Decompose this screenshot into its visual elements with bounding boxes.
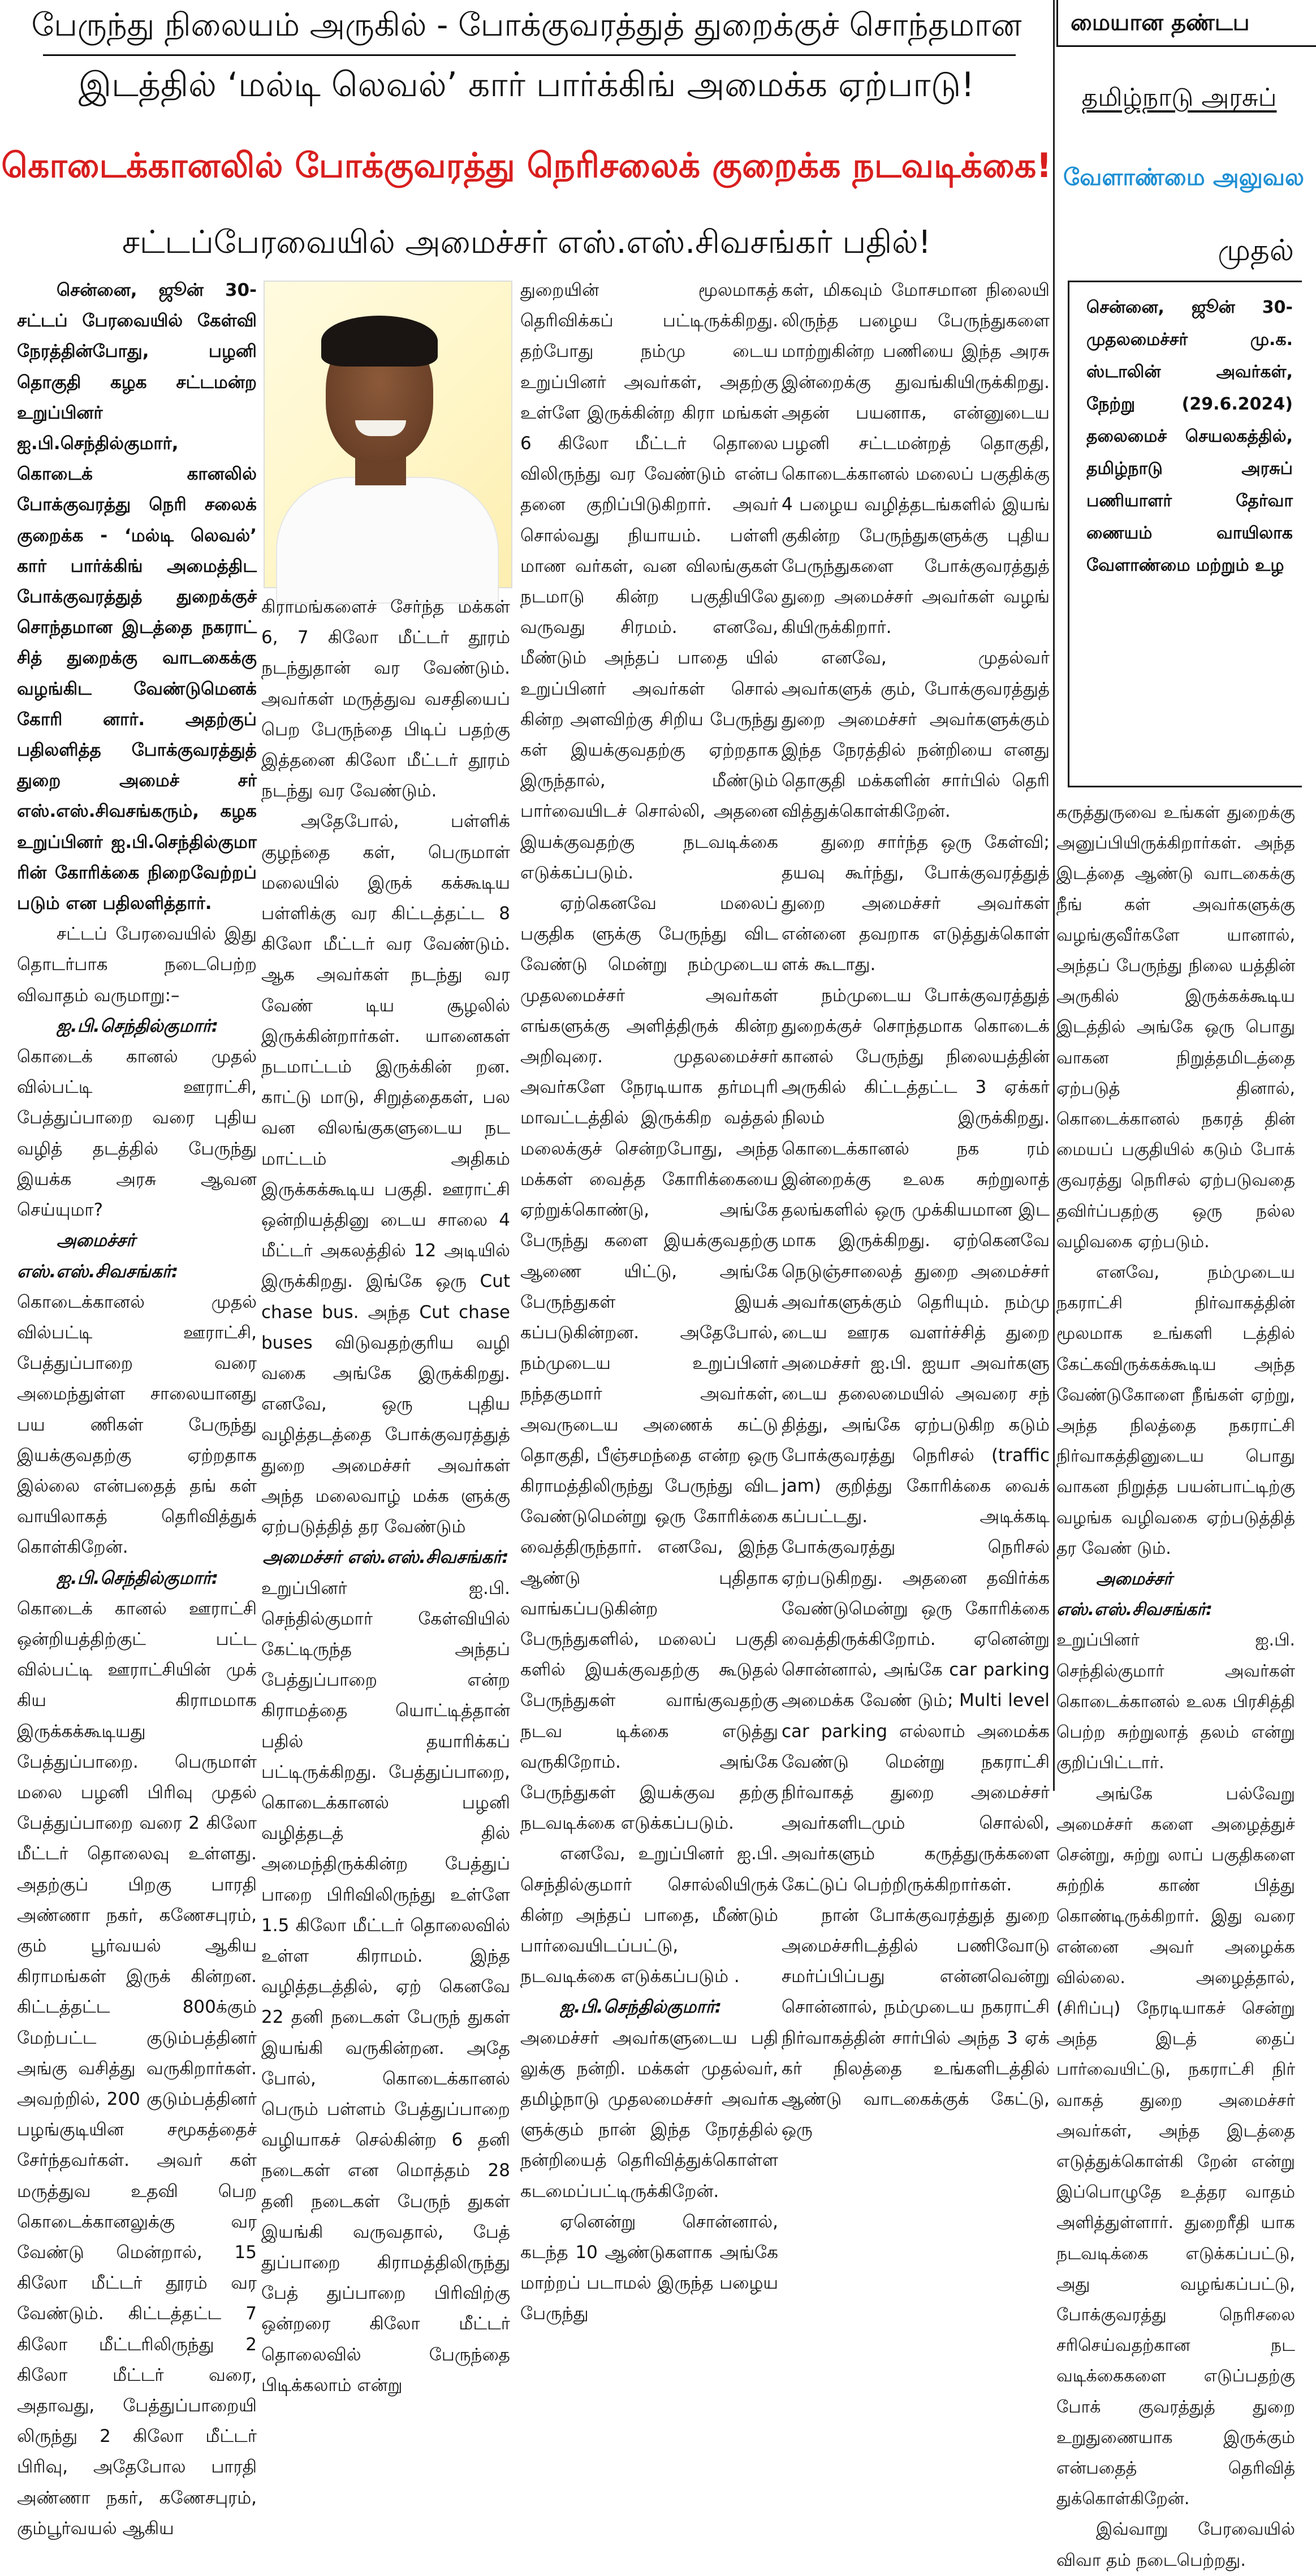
speaker-label: அமைச்சர் எஸ்.எஸ்.சிவசங்கர்: bbox=[1056, 1569, 1213, 1620]
column-divider bbox=[1053, 0, 1055, 1791]
paragraph: ஏற்கெனவே மலைப் பகுதிக ளுக்கு பேருந்து விட வேண்டு மென்று நம்முடைய முதலமைச்சர் அவர்கள் எங்களுக்கு அளித்திருக் கின்ற அறிவுரை. முதலமைச்சர் அவர்களே நேரடியாக தர்மபுரி மாவட்டத்தில் இருக்கிற வத்தல் மலைக்குச் சென்றபோது, அந்த மக்கள் வைத்த கோரிக்கையை ஏற்றுக்கொண்டு, அங்கே பேருந்து களை இயக்குவதற்கு ஆணை யிட்டு, அங்கே பேருந்துகள் இயக் கப்படுகின்றன. அதேபோல், நம்முடைய உறுப்பினர் நந்தகுமார் அவர்கள், அவருடைய அணைக் கட்டு தொகுதி, பீஞ்சமந்தை என்ற ஒரு கிராமத்திலிருந்து பேருந்து விட வேண்டுமென்று ஒரு கோரிக்கை வைத்திருந்தார். எனவே, இந்த ஆண்டு புதிதாக வாங்கப்படுகின்ற பேருந்துகளில், மலைப் பகுதி களில் இயக்குவதற்கு கூடுதல் பேருந்துகள் வாங்குவதற்கு நடவ டிக்கை எடுத்து வருகிறோம். அங்கே பேருந்துகள் இயக்குவ தற்கு நடவடிக்கை எடுக்கப்படும். bbox=[520, 893, 778, 1834]
photo-hair bbox=[321, 316, 438, 367]
headline: கொடைக்கானலில் போக்குவரத்து நெரிசலைக் குறைக்க நடவடிக்கை! bbox=[1, 146, 1052, 186]
paragraph bbox=[520, 1992, 778, 2206]
photo-smile bbox=[355, 420, 406, 436]
paragraph: எனவே, உறுப்பினர் ஐ.பி. செந்தில்குமார் சொல்லியிருக் கின்ற அந்தப் பாதை, மீண்டும் பார்வையிடப்பட்டு, நடவடிக்கை எடுக்கப்படும் . bbox=[520, 1843, 778, 1987]
kicker-line-2: இடத்தில் ‘மல்டி லெவல்’ கார் பார்க்கிங் அமைக்க ஏற்பாடு! bbox=[78, 65, 975, 105]
divider bbox=[43, 54, 1016, 56]
speaker-label: அமைச்சர் எஸ்.எஸ்.சிவசங்கர்: bbox=[17, 1230, 179, 1282]
lead-paragraph: சென்னை, ஜூன் 30- முதலமைச்சர் மு.க. ஸ்டாலின் அவர்கள், நேற்று (29.6.2024) தலைமைச் செயலகத்தில், தமிழ்நாடு அரசுப் பணியாளர் தேர்வா ணையம் வாயிலாக வேளாண்மை மற்றும் உழ bbox=[1086, 298, 1293, 575]
speech-text: அமைச்சர் அவர்களுடைய பதி லுக்கு நன்றி. மக்கள் முதல்வர், தமிழ்நாடு முதலமைச்சர் அவர்க ளுக்கும் நான் இந்த நேரத்தில் நன்றியைத் தெரிவித்துக்கொள்ள கடமைப்பட்டிருக்கிறேன். bbox=[520, 2027, 778, 2202]
adjacent-top-fragment: மையான தண்டப bbox=[1056, 0, 1316, 47]
paragraph: கிராமங்களைச் சேர்ந்த மக்கள் 6, 7 கிலோ மீட்டர் தூரம் நடந்துதான் வர வேண்டும். அவர்கள் மருத்துவ வசதியைப் பெற பேருந்தை பிடிப் பதற்கு இத்தனை கிலோ மீட்டர் தூரம் நடந்து வர வேண்டும். bbox=[261, 597, 510, 802]
article-column-3 bbox=[520, 275, 778, 2324]
subheadline: சட்டப்பேரவையில் அமைச்சர் எஸ்.எஸ்.சிவசங்கர் பதில்! bbox=[122, 224, 931, 261]
adjacent-body bbox=[1056, 798, 1295, 2570]
paragraph: சட்டப் பேரவையில் இது தொடர்பாக நடைபெற்ற விவாதம் வருமாறு:– bbox=[17, 924, 257, 1006]
paragraph: நான் போக்குவரத்துத் துறை அமைச்சரிடத்தில் பணிவோடு சமர்ப்பிப்பது என்னவென்று சொன்னால், நம்முடைய நகராட்சி நிர்வாகத்தின் சார்பில் அந்த 3 ஏக் கர் நிலத்தை உங்களிடத்தில் ஆண்டு வாடகைக்குக் கேட்டு, ஒரு bbox=[782, 1905, 1050, 2140]
paragraph: ஏனென்று சொன்னால், கடந்த 10 ஆண்டுகளாக அங்கே மாற்றப் படாமல் இருந்த பழைய பேருந்து bbox=[520, 2211, 778, 2324]
adjacent-lead-box bbox=[1068, 281, 1302, 787]
photo-shirt bbox=[276, 477, 499, 604]
adjacent-headline: வேளாண்மை அலுவல bbox=[1063, 163, 1305, 191]
speaker-label: ஐ.பி.செந்தில்குமார்: bbox=[57, 1567, 219, 1588]
paragraph: உறுப்பினர் ஐ.பி. செந்தில்குமார் அவர்கள் கொடைக்கானல் உலக பிரசித்தி பெற்ற சுற்றுலாத் தலம் என்று குறிப்பிட்டார். bbox=[1056, 1630, 1295, 1773]
adjacent-kicker: தமிழ்நாடு அரசுப் bbox=[1081, 83, 1277, 112]
article-column-4 bbox=[782, 275, 1050, 2140]
paragraph: கொடைக்கானல் முதல் வில்பட்டி ஊராட்சி, பேத்துப்பாறை வரை அமைந்துள்ள சாலையானது பய ணிகள் பேருந்து இயக்குவதற்கு ஏற்றதாக இல்லை என்பதைத் தங் கள் வாயிலாகத் தெரிவித்துக் கொள்கிறேன். bbox=[17, 1291, 257, 1558]
speaker-label: ஐ.பி.செந்தில்குமார்: bbox=[57, 1015, 219, 1036]
paragraph: துறையின் மூலமாகத் தெரிவிக்கப் பட்டிருக்கிறது. தற்போது நம்மு டைய உறுப்பினர் அவர்கள், அதற்கு உள்ளே இருக்கின்ற கிரா மங்கள் 6 கிலோ மீட்டர் தொலை விலிருந்து வர வேண்டும் என்ப தனை குறிப்பிடுகிறார். அவர் சொல்வது நியாயம். பள்ளி மாண வர்கள், வன விலங்குகள் நடமாடு கின்ற பகுதியிலே வருவது சிரமம். எனவே, மீண்டும் அந்தப் பாதை யில் உறுப்பினர் அவர்கள் சொல் கின்ற அளவிற்கு சிறிய பேருந்து கள் இயக்குவதற்கு ஏற்றதாக இருந்தால், மீண்டும் பார்வையிடச் சொல்லி, அதனை இயக்குவதற்கு நடவடிக்கை எடுக்கப்படும். bbox=[520, 280, 778, 883]
kicker-line-1: பேருந்து நிலையம் அருகில் - போக்குவரத்துத் துறைக்குச் சொந்தமான bbox=[31, 7, 1022, 44]
lead-paragraph: சென்னை, ஜூன் 30- சட்டப் பேரவையில் கேள்வி நேரத்தின்போது, பழனி தொகுதி கழக சட்டமன்ற உறுப்பினர் ஐ.பி.செந்தில்குமார், கொடைக் கானலில் போக்குவரத்து நெரி சலைக் குறைக்க - ‘மல்டி லெவல்’ கார் பார்க்கிங் அமைத்திட போக்குவரத்துத் துறைக்குச் சொந்தமான இடத்தை நகராட் சித் துறைக்கு வாடகைக்கு வழங்கிட வேண்டுமெனக் கோரி னார். அதற்குப் பதிலளித்த போக்குவரத்துத் துறை அமைச் சர் எஸ்.எஸ்.சிவசங்கரும், கழக உறுப்பினர் ஐ.பி.செந்தில்குமா ரின் கோரிக்கை நிறைவேற்றப் படும் என பதிலளித்தார். bbox=[17, 280, 257, 914]
speaker-label: அமைச்சர் எஸ்.எஸ்.சிவசங்கர்: bbox=[262, 1547, 509, 1568]
paragraph: எனவே, முதல்வர் அவர்களுக் கும், போக்குவரத்துத் துறை அமைச்சர் அவர்களுக்கும் இந்த நேரத்தில் நன்றியை எனது தொகுதி மக்களின் சார்பில் தெரி வித்துக்கொள்கிறேன். bbox=[782, 648, 1050, 822]
minister-photo bbox=[264, 281, 512, 588]
paragraph: உறுப்பினர் ஐ.பி. செந்தில்குமார் கேள்வியில் கேட்டிருந்த அந்தப் பேத்துப்பாறை என்ற கிராமத்தை யொட்டித்தான் பதில் தயாரிக்கப் பட்டிருக்கிறது. பேத்துப்பாறை, கொடைக்கானல் பழனி வழித்தடத் தில் அமைந்திருக்கின்ற பேத்துப் பாறை பிரிவிலிருந்து உள்ளே 1.5 கிலோ மீட்டர் தொலைவில் உள்ள கிராமம். இந்த வழித்தடத்தில், ஏற் கெனவே 22 தனி நடைகள் பேருந் துகள் இயங்கி வருகின்றன. அதே போல், கொடைக்கானல் பெரும் பள்ளம் பேத்துப்பாறை வழியாகச் செல்கின்ற 6 தனி நடைகள் என மொத்தம் 28 தனி நடைகள் பேருந் துகள் இயங்கி வருவதால், பேத் துப்பாறை கிராமத்திலிருந்து பேத் துப்பாறை பிரிவிற்கு ஒன்றரை கிலோ மீட்டர் தொலைவில் பேருந்தை பிடிக்கலாம் என்று bbox=[261, 1578, 510, 2396]
speech-text: கொடைக் கானல் முதல் வில்பட்டி ஊராட்சி, பேத்துப்பாறை வரை புதிய வழித் தடத்தில் பேருந்து இயக்க அரசு ஆவன செய்யுமா? bbox=[17, 1046, 257, 1221]
speech-text: கொடைக் கானல் ஊராட்சி ஒன்றியத்திற்குட் பட்ட வில்பட்டி ஊராட்சியின் முக் கிய கிராமமாக இருக்கக்கூடியது பேத்துப்பாறை. பெருமாள் மலை பழனி பிரிவு முதல் பேத்துப்பாறை வரை 2 கிலோ மீட்டர் தொலைவு உள்ளது. அதற்குப் பிறகு பாரதி அண்ணா நகர், கணேசபுரம், கும் பூர்வயல் ஆகிய கிராமங்கள் இருக் கின்றன. கிட்டத்தட்ட 800க்கும் மேற்பட்ட குடும்பத்தினர் அங்கு வசித்து வருகிறார்கள். அவற்றில், 200 குடும்பத்தினர் பழங்குடியின சமூகத்தைச் சேர்ந்தவர்கள். அவர் கள் மருத்துவ உதவி பெற கொடைக்கானலுக்கு வர வேண்டு மென்றால், 15 கிலோ மீட்டர் தூரம் வர வேண்டும். கிட்டத்தட்ட 7 கிலோ மீட்டரிலிருந்து 2 கிலோ மீட்டர் வரை, அதாவது, பேத்துப்பாறையி லிருந்து 2 கிலோ மீட்டர் பிரிவு, அதேபோல பாரதி அண்ணா நகர், கணேசபுரம், கும்பூர்வயல் ஆகிய bbox=[17, 1598, 257, 2539]
paragraph: துறை சார்ந்த ஒரு கேள்வி; தயவு கூர்ந்து, போக்குவரத்துத் துறை அமைச்சர் அவர்கள் என்னை தவறாக எடுத்துக்கொள் ளக் கூடாது. bbox=[782, 832, 1050, 975]
paragraph: அங்கே பல்வேறு அமைச்சர் களை அழைத்துச் சென்று, சுற்று லாப் பகுதிகளை சுற்றிக் காண் பித்து கொண்டிருக்கிறார். இது வரை என்னை அவர் அழைக்க வில்லை. அழைத்தால், (சிரிப்பு) நேரடியாகச் சென்று அந்த இடத் தைப் பார்வையிட்டு, நகராட்சி நிர் வாகத் துறை அமைச்சர் அவர்கள், அந்த இடத்தை எடுத்துக்கொள்கி றேன் என்று இப்பொழுதே உத்தர வாதம் அளித்துள்ளார். துறைரீதி யாக நடவடிக்கை எடுக்கப்பட்டு, அது வழங்கப்பட்டு, போக்குவரத்து நெரிசலை சரிசெய்வதற்கான நட வடிக்கைகளை எடுப்பதற்கு போக் குவரத்துத் துறை உறுதுணையாக இருக்கும் என்பதைத் தெரிவித் துக்கொள்கிறேன். bbox=[1056, 1784, 1295, 2509]
paragraph bbox=[17, 1563, 257, 2544]
paragraph: எனவே, நம்முடைய நகராட்சி நிர்வாகத்தின் மூலமாக உங்களி டத்தில் கேட்கவிருக்கக்கூடிய அந்த வேண்டுகோளை நீங்கள் ஏற்று, அந்த நிலத்தை நகராட்சி நிர்வாகத்தினுடைய பொது வாகன நிறுத்த பயன்பாட்டிற்கு வழங்க வழிவகை ஏற்படுத்தித் தர வேண் டும். bbox=[1056, 1263, 1295, 1558]
paragraph: நம்முடைய போக்குவரத்துத் துறைக்குச் சொந்தமாக கொடைக் கானல் பேருந்து நிலையத்தின் அருகில் கிட்டத்தட்ட 3 ஏக்கர் நிலம் இருக்கிறது. கொடைக்கானல் நக ரம் இன்றைக்கு உலக சுற்றுலாத் தலங்களில் ஒரு முக்கியமான இட மாக இருக்கிறது. ஏற்கெனவே நெடுஞ்சாலைத் துறை அமைச்சர் அவர்களுக்கும் தெரியும். நம்மு டைய ஊரக வளர்ச்சித் துறை அமைச்சர் ஐ.பி. ஐயா அவர்களு டைய தலைமையில் அவரை சந் தித்து, அங்கே ஏற்படுகிற கடும் போக்குவரத்து நெரிசல் (traffic jam) குறித்து கோரிக்கை வைக் கப்பட்டது. அடிக்கடி போக்குவரத்து நெரிசல் ஏற்படுகிறது. அதனை தவிர்க்க வேண்டுமென்று ஒரு கோரிக்கை வைத்திருக்கிறோம். ஏனென்று சொன்னால், அங்கே car parking அமைக்க வேண் டும்; Multi level car parking எல்லாம் அமைக்க வேண்டு மென்று நகராட்சி நிர்வாகத் துறை அமைச்சர் அவர்களிடமும் சொல்லி, அவர்களும் கருத்துருக்களை கேட்டுப் பெற்றிருக்கிறார்கள். bbox=[782, 985, 1050, 1895]
paragraph: இவ்வாறு பேரவையில் விவா தம் நடைபெற்றது. bbox=[1056, 2519, 1295, 2570]
speaker-label: ஐ.பி.செந்தில்குமார்: bbox=[560, 1997, 722, 2018]
adjacent-article bbox=[1056, 0, 1305, 2570]
article-column-1 bbox=[17, 275, 257, 2539]
article-column-2 bbox=[261, 592, 510, 2396]
paragraph: அதேபோல், பள்ளிக் குழந்தை கள், பெருமாள் மலையில் இருக் கக்கூடிய பள்ளிக்கு வர கிட்டத்தட்ட 8 கிலோ மீட்டர் வர வேண்டும். ஆக அவர்கள் நடந்து வர வேண் டிய சூழலில் இருக்கின்றார்கள். யானைகள் நடமாட்டம் இருக்கின் றன. காட்டு மாடு, சிறுத்தைகள், பல வன விலங்குகளுடைய நட மாட்டம் அதிகம் இருக்கக்கூடிய பகுதி. ஊராட்சி ஒன்றியத்தினு டைய சாலை 4 மீட்டர் அகலத்தில் 12 அடியில் இருக்கிறது. இங்கே ஒரு Cut chase bus. அந்த Cut chase buses விடுவதற்குரிய வழி வகை அங்கே இருக்கிறது. எனவே, ஒரு புதிய வழித்தடத்தை போக்குவரத்துத் துறை அமைச்சர் அவர்கள் அந்த மலைவாழ் மக்க ளுக்கு ஏற்படுத்தித் தர வேண்டும் bbox=[261, 811, 510, 1537]
paragraph: கருத்துருவை உங்கள் துறைக்கு அனுப்பியிருக்கிறார்கள். அந்த இடத்தை ஆண்டு வாடகைக்கு நீங் கள் அவர்களுக்கு வழங்குவீர்களே யானால், அந்தப் பேருந்து நிலை யத்தின் அருகில் இருக்கக்கூடிய இடத்தில் அங்கே ஒரு பொது வாகன நிறுத்தமிடத்தை ஏற்படுத் தினால், கொடைக்கானல் நகரத் தின் மையப் பகுதியில் கடும் போக் குவரத்து நெரிசல் ஏற்படுவதை தவிர்ப்பதற்கு ஒரு நல்ல வழிவகை ஏற்படும். bbox=[1056, 803, 1295, 1252]
paragraph bbox=[17, 1011, 257, 1225]
paragraph: கள், மிகவும் மோசமான நிலையி லிருந்த பழைய பேருந்துகளை மாற்றுகின்ற பணியை இந்த அரசு இன்றைக்கு துவங்கியிருக்கிறது. அதன் பயனாக, என்னுடைய பழனி சட்டமன்றத் தொகுதி, கொடைக்கானல் மலைப் பகுதிக்கு 4 பழைய வழித்தடங்களில் இயங் குகின்ற பேருந்துகளுக்கு புதிய பேருந்துகளை போக்குவரத்துத் துறை அமைச்சர் அவர்கள் வழங் கியிருக்கிறார். bbox=[782, 280, 1050, 638]
adjacent-subheadline: முதல் bbox=[1218, 234, 1294, 268]
